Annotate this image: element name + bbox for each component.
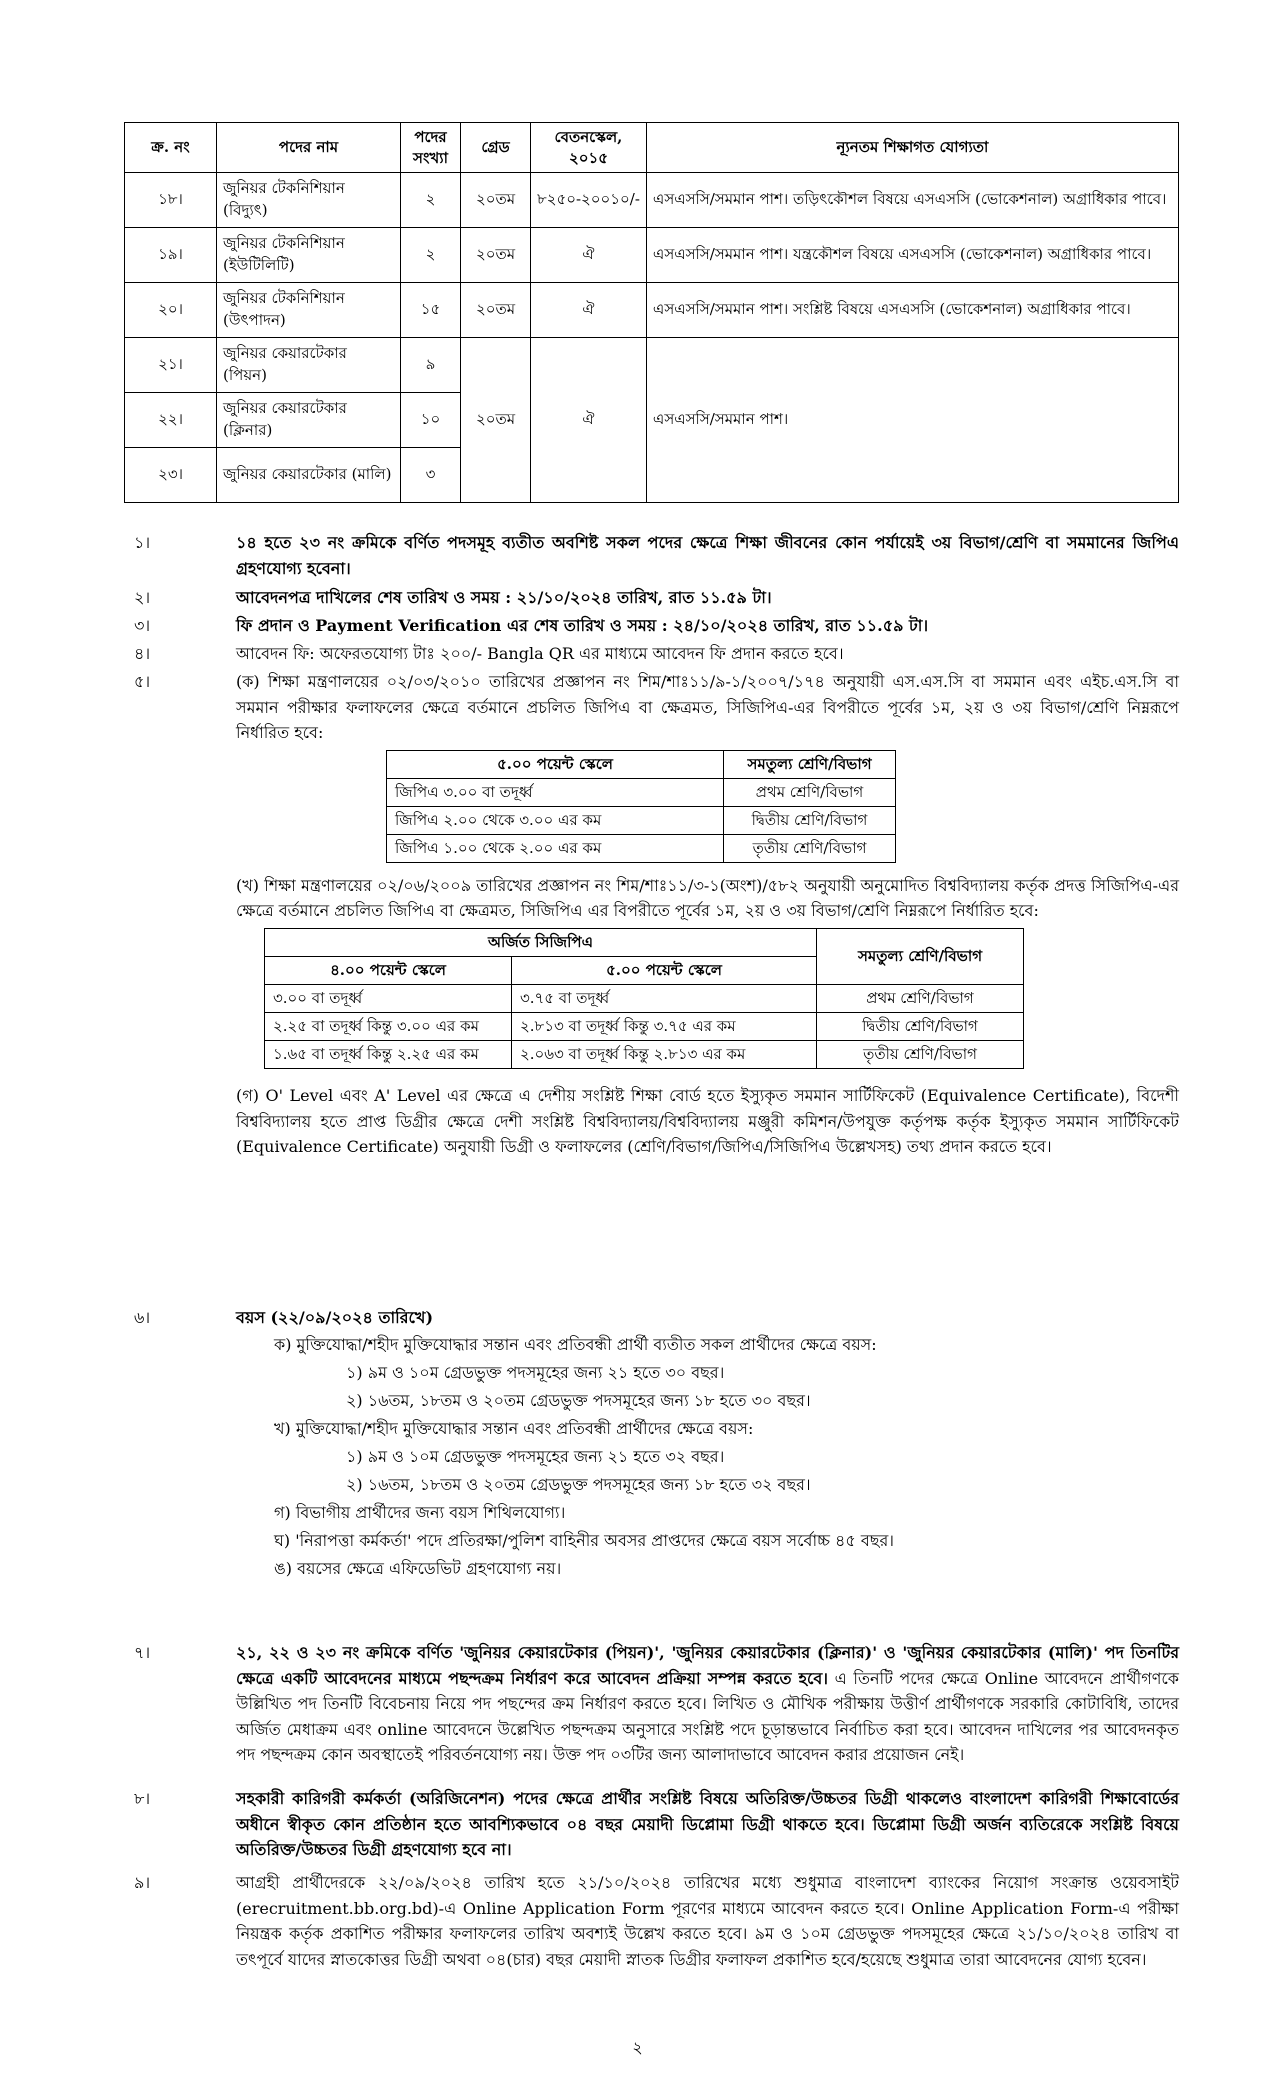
merged-qualification-cell: এসএসসি/সমমান পাশ। [646,338,1178,503]
item-9 [124,1870,1179,1972]
item-number: ১। [134,533,151,552]
qualification-cell: এসএসসি/সমমান পাশ। সংশ্লিষ্ট বিষয়ে এসএসসি (ভোকেশনাল) অগ্রাধিকার পাবে। [646,283,1178,338]
col-header-pay-scale: বেতনস্কেল, ২০১৫ [531,123,647,173]
cgpa-5-cell: ৩.৭৫ বা তদূর্ধ্ব [512,984,817,1012]
cgpa-equivalence-table [264,928,1024,1069]
item-text: সহকারী কারিগরী কর্মকর্তা (অরিজিনেশন) পদের ক্ষেত্রে প্রার্থীর সংশ্লিষ্ট বিষয়ে অতিরিক্ত/উচ্চতর ডিগ্রী থাকলেও বাংলাদেশ কারিগরী শিক্ষাবোর্ডের অধীনে স্বীকৃত কোন প্রতিষ্ঠান হতে আবশ্যিকভাবে ০৪ বছর মেয়াদী ডিপ্লোমা ডিগ্রী থাকতে হবে। ডিপ্লোমা ডিগ্রী অর্জন ব্যতিরেকে সংশ্লিষ্ট বিষয়ে অতিরিক্ত/উচ্চতর ডিগ্রী গ্রহণযোগ্য হবে না। [236,1789,1179,1860]
merged-grade-cell: ২০তম [461,338,531,503]
post-count-cell: ২ [401,228,461,283]
serial-cell: ১৯। [125,228,217,283]
serial-cell: ২৩। [125,448,217,503]
item-4 [124,641,1179,667]
item-number: ২। [134,588,151,607]
item-number: ৩। [134,616,151,635]
class-cell: দ্বিতীয় শ্রেণি/বিভাগ [724,806,896,834]
post-count-cell: ২ [401,173,461,228]
table-row [265,1012,1024,1040]
post-name-cell: জুনিয়র কেয়ারটেকার (পিয়ন) [217,338,401,393]
item-text-bold: ২১, ২২ ও ২৩ নং ক্রমিকে বর্ণিত 'জুনিয়র কেয়ারটেকার (পিয়ন)', 'জুনিয়র কেয়ারটেকার (ক্লিনার)' ও 'জুনিয়র কেয়ারটেকার (মালি)' পদ তিনটির ক্ষেত্রে একটি আবেদনের মাধ্যমে পছন্দক্রম নির্ধারণ করে আবেদন প্রক্রিয়া সম্পন্ন করতে হবে। [236,1643,1179,1688]
age-rule-kha: খ) মুক্তিযোদ্ধা/শহীদ মুক্তিযোদ্ধার সন্তান এবং প্রতিবন্ধী প্রার্থীদের ক্ষেত্রে বয়স: [274,1418,754,1438]
cgpa-4-cell: ২.২৫ বা তদূর্ধ্ব কিন্তু ৩.০০ এর কম [265,1012,512,1040]
posts-table [124,122,1179,503]
post-name-cell: জুনিয়র টেকনিশিয়ান (উৎপাদন) [217,283,401,338]
gpa-cell: জিপিএ ৩.০০ বা তদূর্ধ্ব [387,778,724,806]
post-name-cell: জুনিয়র টেকনিশিয়ান (ইউটিলিটি) [217,228,401,283]
serial-cell: ২২। [125,393,217,448]
col-header-post-name: পদের নাম [217,123,401,173]
age-rule-kha-1: ১) ৯ম ও ১০ম গ্রেডভুক্ত পদসমূহের জন্য ২১ হতে ৩২ বছর। [346,1446,725,1466]
pay-scale-cell: ৮২৫০-২০০১০/- [531,173,647,228]
item-text: আবেদন ফি: অফেরতযোগ্য টাঃ ২০০/- Bangla QR এর মাধ্যমে আবেদন ফি প্রদান করতে হবে। [236,644,844,663]
item-number: ৬। [134,1308,151,1327]
table-row [387,834,896,862]
age-rule-gha: ঘ) 'নিরাপত্তা কর্মকর্তা' পদে প্রতিরক্ষা/পুলিশ বাহিনীর অবসর প্রাপ্তদের ক্ষেত্রে বয়স সর্বোচ্চ ৪৫ বছর। [274,1530,894,1550]
item-text: আবেদনপত্র দাখিলের শেষ তারিখ ও সময় : ২১/১০/২০২৪ তারিখ, রাত ১১.৫৯ টা। [236,588,772,607]
age-rule-uo: ঙ) বয়সের ক্ষেত্রে এফিডেভিট গ্রহণযোগ্য নয়। [274,1558,562,1578]
table-row [125,283,1179,338]
pay-scale-cell: ঐ [531,283,647,338]
serial-cell: ১৮। [125,173,217,228]
col-header-4-point-scale: ৪.০০ পয়েন্ট স্কেলে [265,956,512,984]
table-header-row [125,123,1179,173]
item-8 [124,1786,1179,1863]
item-number: ৫। [134,672,151,691]
item-text: আগ্রহী প্রার্থীদেরকে ২২/০৯/২০২৪ তারিখ হতে ২১/১০/২০২৪ তারিখের মধ্যে শুধুমাত্র বাংলাদেশ ব্যাংকের নিয়োগ সংক্রান্ত ওয়েবসাইট (erecruitment.bb.org.bd)-এ Online Application Form পূরণের মাধ্যমে আবেদন করতে হবে। Online Application Form-এ পরীক্ষা নিয়ন্ত্রক কর্তৃক প্রকাশিত পরীক্ষার ফলাফলের তারিখ অবশ্যই উল্লেখ করতে হবে। ৯ম ও ১০ম গ্রেডভুক্ত পদসমূহের ক্ষেত্রে ২১/১০/২০২৪ তারিখ বা তৎপূর্বে যাদের স্নাতকোত্তর ডিগ্রী অথবা ০৪(চার) বছর মেয়াদী স্নাতক ডিগ্রীর ফলাফল প্রকাশিত হবে/হয়েছে শুধুমাত্র তারা আবেদনের যোগ্য হবেন। [236,1873,1179,1969]
grade-cell: ২০তম [461,283,531,338]
table-header-row [265,928,1024,956]
class-cell: প্রথম শ্রেণি/বিভাগ [817,984,1024,1012]
item-number: ৯। [134,1873,151,1892]
col-header-serial: ক্র. নং [125,123,217,173]
item-text-5b: (খ) শিক্ষা মন্ত্রণালয়ের ০২/০৬/২০০৯ তারিখের প্রজ্ঞাপন নং শিম/শাঃ১১/৩-১(অংশ)/৫৮২ অনুযায়ী অনুমোদিত বিশ্ববিদ্যালয় কর্তৃক প্রদত্ত সিজিপিএ-এর ক্ষেত্রে বর্তমানে প্রচলিত জিপিএ বা ক্ষেত্রমত, সিজিপিএ এর বিপরীতে পূর্বের ১ম, ২য় ও ৩য় বিভাগ/শ্রেণি নিম্নরূপে নির্ধারিত হবে: [236,875,1179,921]
table-header-row [387,750,896,778]
post-name-cell: জুনিয়র কেয়ারটেকার (মালি) [217,448,401,503]
post-count-cell: ১০ [401,393,461,448]
col-header-5-point-scale: ৫.০০ পয়েন্ট স্কেলে [512,956,817,984]
page-number: ২ [632,2038,643,2057]
cgpa-5-cell: ২.০৬৩ বা তদূর্ধ্ব কিন্তু ২.৮১৩ এর কম [512,1040,817,1068]
item-text-5a: (ক) শিক্ষা মন্ত্রণালয়ের ০২/০৩/২০১০ তারিখের প্রজ্ঞাপন নং শিম/শাঃ১১/৯-১/২০০৭/১৭৪ অনুযায়ী এস.এস.সি বা সমমান এবং এইচ.এস.সি বা সমমান পরীক্ষার ফলাফলের ক্ষেত্রে বর্তমানে প্রচলিত জিপিএ বা ক্ষেত্রমত, সিজিপিএ-এর বিপরীতে পূর্বের ১ম, ২য় ও ৩য় বিভাগ/শ্রেণি নিম্নরূপে নির্ধারিত হবে: [236,672,1179,743]
post-name-cell: জুনিয়র টেকনিশিয়ান (বিদ্যুৎ) [217,173,401,228]
class-cell: দ্বিতীয় শ্রেণি/বিভাগ [817,1012,1024,1040]
gpa-equivalence-table [386,750,896,863]
post-name-cell: জুনিয়র কেয়ারটেকার (ক্লিনার) [217,393,401,448]
item-number: ৪। [134,644,151,663]
grade-cell: ২০তম [461,173,531,228]
gpa-cell: জিপিএ ২.০০ থেকে ৩.০০ এর কম [387,806,724,834]
item-7 [124,1640,1179,1768]
table-row [265,1040,1024,1068]
serial-cell: ২১। [125,338,217,393]
qualification-cell: এসএসসি/সমমান পাশ। তড়িৎকৌশল বিষয়ে এসএসসি (ভোকেশনাল) অগ্রাধিকার পাবে। [646,173,1178,228]
class-cell: তৃতীয় শ্রেণি/বিভাগ [817,1040,1024,1068]
age-rule-ka-2: ২) ১৬তম, ১৮তম ও ২০তম গ্রেডভুক্ত পদসমূহের জন্য ১৮ হতে ৩০ বছর। [346,1390,811,1410]
age-rule-kha-2: ২) ১৬তম, ১৮তম ও ২০তম গ্রেডভুক্ত পদসমূহের জন্য ১৮ হতে ৩২ বছর। [346,1474,811,1494]
age-rule-ga: গ) বিভাগীয় প্রার্থীদের জন্য বয়স শিথিলযোগ্য। [274,1502,566,1522]
table-row [387,806,896,834]
age-rule-ka-1: ১) ৯ম ও ১০ম গ্রেডভুক্ত পদসমূহের জন্য ২১ হতে ৩০ বছর। [346,1362,725,1382]
cgpa-5-cell: ২.৮১৩ বা তদূর্ধ্ব কিন্তু ৩.৭৫ এর কম [512,1012,817,1040]
col-header-gpa-scale: ৫.০০ পয়েন্ট স্কেলে [387,750,724,778]
item-text: ফি প্রদান ও Payment Verification এর শেষ তারিখ ও সময় : ২৪/১০/২০২৪ তারিখ, রাত ১১.৫৯ টা। [236,616,929,635]
item-3 [124,613,1179,639]
qualification-cell: এসএসসি/সমমান পাশ। যন্ত্রকৌশল বিষয়ে এসএসসি (ভোকেশনাল) অগ্রাধিকার পাবে। [646,228,1178,283]
table-row [387,778,896,806]
cgpa-4-cell: ১.৬৫ বা তদূর্ধ্ব কিন্তু ২.২৫ এর কম [265,1040,512,1068]
cgpa-4-cell: ৩.০০ বা তদূর্ধ্ব [265,984,512,1012]
col-header-equivalent-class: সমতুল্য শ্রেণি/বিভাগ [817,928,1024,984]
post-count-cell: ৩ [401,448,461,503]
table-row [125,173,1179,228]
item-6 [124,1305,1179,1583]
table-row [265,984,1024,1012]
post-count-cell: ১৫ [401,283,461,338]
item-2 [124,585,1179,611]
item-number: ৮। [134,1789,151,1808]
class-cell: প্রথম শ্রেণি/বিভাগ [724,778,896,806]
item-text: ১৪ হতে ২৩ নং ক্রমিকে বর্ণিত পদসমূহ ব্যতীত অবশিষ্ট সকল পদের ক্ষেত্রে শিক্ষা জীবনের কোন পর্যায়েই ৩য় বিভাগ/শ্রেণি বা সমমানের জিপিএ গ্রহণযোগ্য হবেনা। [236,533,1179,578]
item-text-rest: এ তিনটি পদের ক্ষেত্রে Online আবেদনে প্রার্থীগণকে উল্লিখিত পদ তিনটি বিবেচনায় নিয়ে পদ পছন্দের ক্রম নির্ধারণ করতে হবে। লিখিত ও মৌখিক পরীক্ষায় উত্তীর্ণ প্রার্থীগণকে সরকারি কোটাবিধি, তাদের অর্জিত মেধাক্রম এবং online আবেদনে উল্লেখিত পছন্দক্রম অনুসারে সংশ্লিষ্ট পদে চূড়ান্তভাবে নির্বাচিত করা হবে। আবেদন দাখিলের পর আবেদনকৃত পদ পছন্দক্রম কোন অবস্থাতেই পরিবর্তনযোগ্য নয়। উক্ত পদ ০৩টির জন্য আলাদাভাবে আবেদন করার প্রয়োজন নেই। [236,1668,1179,1765]
merged-pay-scale-cell: ঐ [531,338,647,503]
item-1 [124,530,1179,581]
post-count-cell: ৯ [401,338,461,393]
pay-scale-cell: ঐ [531,228,647,283]
col-header-equivalent-class: সমতুল্য শ্রেণি/বিভাগ [724,750,896,778]
item-number: ৭। [134,1643,151,1662]
class-cell: তৃতীয় শ্রেণি/বিভাগ [724,834,896,862]
age-rule-ka: ক) মুক্তিযোদ্ধা/শহীদ মুক্তিযোদ্ধার সন্তান এবং প্রতিবন্ধী প্রার্থী ব্যতীত সকল প্রার্থীদের ক্ষেত্রে বয়স: [274,1334,877,1354]
col-header-grade: গ্রেড [461,123,531,173]
col-header-earned-cgpa: অর্জিত সিজিপিএ [265,928,817,956]
item-heading: বয়স (২২/০৯/২০২৪ তারিখে) [236,1308,434,1327]
item-text [236,1640,1179,1768]
table-row [125,228,1179,283]
table-row [125,338,1179,393]
item-5 [124,669,1179,1160]
grade-cell: ২০তম [461,228,531,283]
item-text-5c: (গ) O' Level এবং A' Level এর ক্ষেত্রে এ দেশীয় সংশ্লিষ্ট শিক্ষা বোর্ড হতে ইস্যুকৃত সমমান সার্টিফিকেট (Equivalence Certificate), বিদেশী বিশ্ববিদ্যালয় হতে প্রাপ্ত ডিগ্রীর ক্ষেত্রে দেশী সংশ্লিষ্ট বিশ্ববিদ্যালয়/বিশ্ববিদ্যালয় মঞ্জুরী কমিশন/উপযুক্ত কর্তৃপক্ষ কর্তৃক ইস্যুকৃত সমমান সার্টিফিকেট (Equivalence Certificate) অনুযায়ী ডিগ্রী ও ফলাফলের (শ্রেণি/বিভাগ/জিপিএ/সিজিপিএ উল্লেখসহ) তথ্য প্রদান করতে হবে। [236,1085,1179,1157]
col-header-qualification: ন্যূনতম শিক্ষাগত যোগ্যতা [646,123,1178,173]
gpa-cell: জিপিএ ১.০০ থেকে ২.০০ এর কম [387,834,724,862]
serial-cell: ২০। [125,283,217,338]
col-header-post-count: পদের সংখ্যা [401,123,461,173]
